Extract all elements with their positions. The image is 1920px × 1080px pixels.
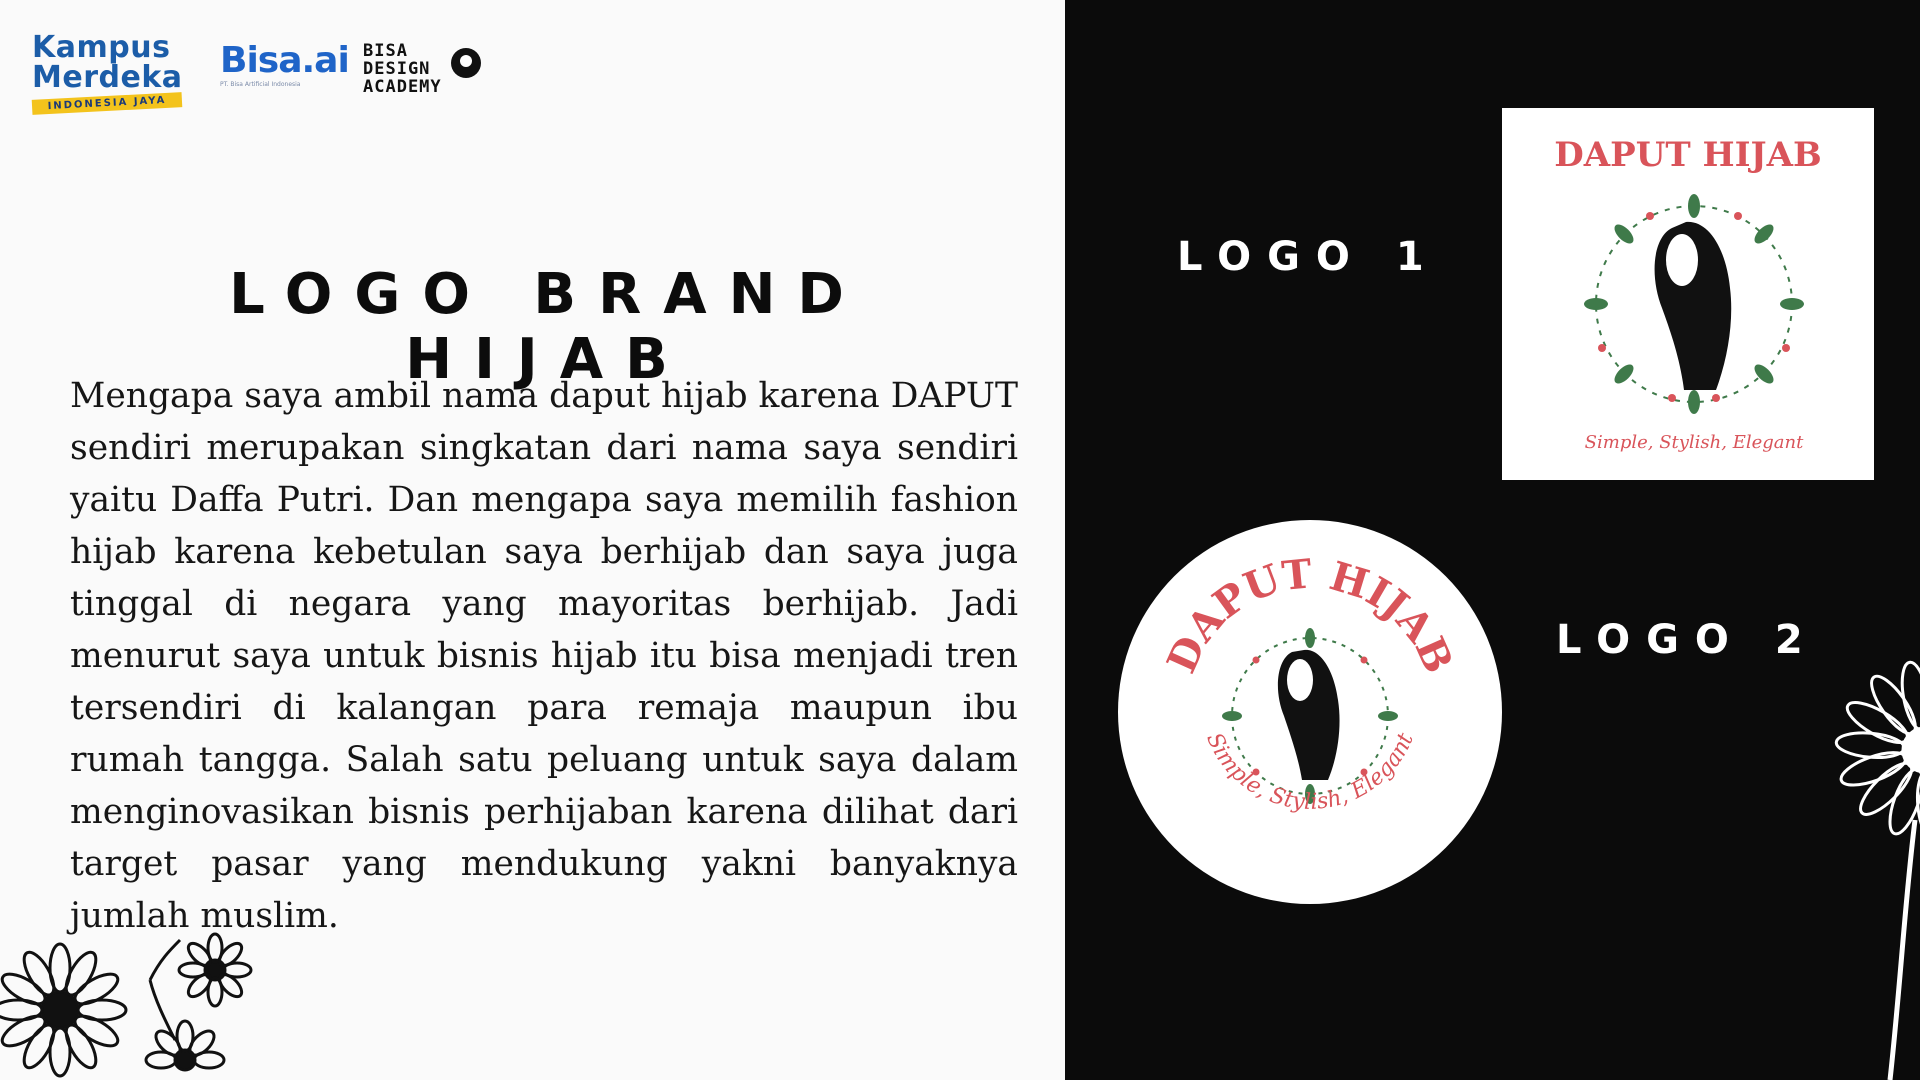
bda-line3: ACADEMY (363, 77, 442, 97)
page-title: LOGO BRAND HIJAB (229, 262, 866, 392)
logo-2-card (1118, 520, 1502, 904)
logo-2-tagline: Simple, Stylish, Elegant (1201, 729, 1419, 815)
logo-1-card (1502, 108, 1874, 480)
logo-2-brand-name: DAPUT HIJAB (1157, 550, 1463, 680)
bisa-ai-logo (220, 40, 349, 100)
bda-line2: DESIGN (363, 59, 431, 79)
bisa-design-academy-logo (363, 42, 483, 112)
bisa-ai-wordmark: Bisa.ai (220, 40, 349, 81)
logo-1-tagline: Simple, Stylish, Elegant (1584, 432, 1804, 453)
logo-1-label: LOGO 1 (1177, 234, 1440, 280)
kampus-logo-line1: Kampus (32, 30, 171, 65)
hijab-silhouette-icon (1278, 650, 1340, 780)
logo-2-graphic (1118, 520, 1502, 904)
flower-illustration-right (1765, 660, 1920, 1080)
flower-illustration-left (0, 920, 280, 1080)
bisa-ai-subtitle: PT. Bisa Artificial Indonesia (220, 81, 301, 88)
kampus-logo-line2: Merdeka (32, 60, 183, 95)
logo-1-brand-name: DAPUT HIJAB (1554, 135, 1822, 175)
bda-mascot-icon (451, 48, 481, 78)
logo-2-label: LOGO 2 (1556, 617, 1819, 663)
right-panel (1065, 0, 1920, 1080)
kampus-merdeka-logo (32, 30, 192, 116)
logo-1-graphic (1502, 108, 1874, 480)
hijab-silhouette-icon (1655, 222, 1732, 390)
kampus-logo-tag: INDONESIA JAYA (32, 92, 183, 115)
body-paragraph: Mengapa saya ambil nama daput hijab karena DAPUT sendiri merupakan singkatan dari nama saya sendiri yaitu Daffa Putri. Dan mengapa saya memilih fashion hijab karena kebetulan saya berhijab dan saya juga tinggal di negara yang mayoritas berhijab. Jadi menurut saya untuk bisnis hijab itu bisa menjadi tren tersendiri di kalangan para remaja maupun ibu rumah tangga. Salah satu peluang untuk saya dalam menginovasikan bisnis perhijaban karena dilihat dari target pasar yang mendukung yakni banyaknya jumlah muslim. (70, 376, 1018, 936)
bda-line1: BISA (363, 41, 408, 61)
